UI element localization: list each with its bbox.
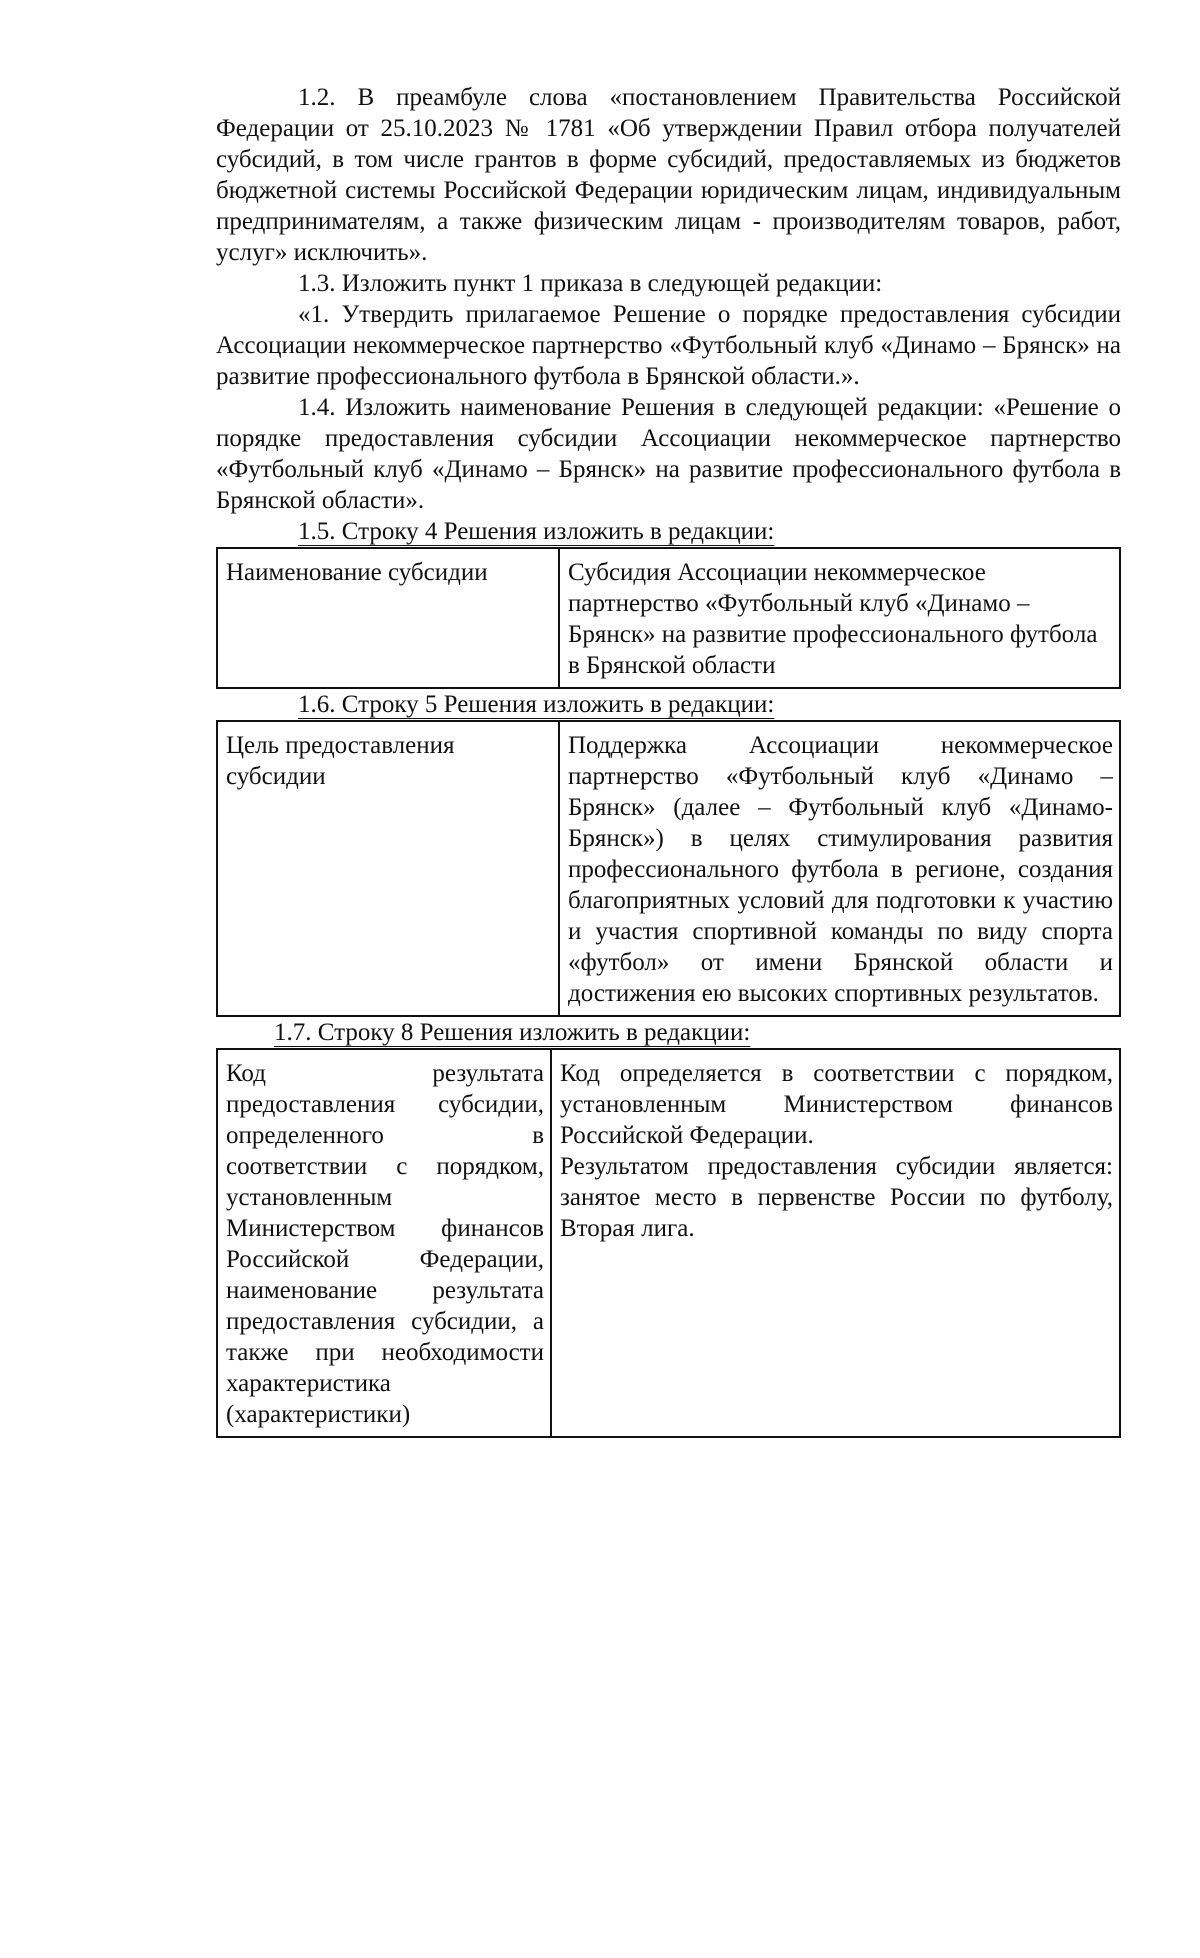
table-row bbox=[217, 1049, 1120, 1437]
paragraph-1-4: 1.4. Изложить наименование Решения в следующей редакции: «Решение о порядке предоставления субсидии Ассоциации некоммерческое партнерство «Футбольный клуб «Динамо – Брянск» на развитие профессионального футбола в Брянской области». bbox=[216, 394, 1121, 514]
paragraph-1-3-quote: «1. Утвердить прилагаемое Решение о порядке предоставления субсидии Ассоциации некоммерческое партнерство «Футбольный клуб «Динамо – Брянск» на развитие профессионального футбола в Брянской области.». bbox=[216, 301, 1121, 390]
table-cell-label: Код результата предоставления субсидии, определенного в соответствии с порядком, установленным Министерством финансов Российской Федерации, наименование результата предоставления субсидии, а также при необходимости характеристика (характеристики) bbox=[217, 1049, 551, 1437]
document-page bbox=[216, 82, 1121, 1438]
table-cell-label: Наименование субсидии bbox=[217, 548, 559, 688]
section-1-5-heading: 1.5. Строку 4 Решения изложить в редакции: bbox=[298, 518, 775, 545]
section-1-6-heading: 1.6. Строку 5 Решения изложить в редакции: bbox=[298, 691, 775, 718]
table-row-4 bbox=[216, 547, 1121, 689]
table-cell-value: Поддержка Ассоциации некоммерческое партнерство «Футбольный клуб «Динамо – Брянск» (далее – Футбольный клуб «Динамо-Брянск») в целях стимулирования развития профессионального футбола в регионе, создания благоприятных условий для подготовки к участию и участия спортивной команды по виду спорта «футбол» от имени Брянской области и достижения ею высоких спортивных результатов. bbox=[559, 721, 1120, 1016]
table-row-8 bbox=[216, 1048, 1121, 1438]
table-cell-value bbox=[551, 1049, 1120, 1437]
table-cell-value: Субсидия Ассоциации некоммерческое партнерство «Футбольный клуб «Динамо – Брянск» на развитие профессионального футбола в Брянской области bbox=[559, 548, 1120, 688]
table-cell-text-code: Код определяется в соответствии с порядком, установленным Министерством финансов Российской Федерации. bbox=[560, 1060, 1113, 1149]
table-row bbox=[217, 721, 1120, 1016]
table-row-5 bbox=[216, 720, 1121, 1017]
table-cell-text-result: Результатом предоставления субсидии является: занятое место в первенстве России по футболу, Вторая лига. bbox=[560, 1153, 1113, 1242]
section-1-7-heading: 1.7. Строку 8 Решения изложить в редакции: bbox=[274, 1019, 751, 1046]
table-row bbox=[217, 548, 1120, 688]
table-cell-label: Цель предоставления субсидии bbox=[217, 721, 559, 1016]
paragraph-1-2: 1.2. В преамбуле слова «постановлением Правительства Российской Федерации от 25.10.2023 № 1781 «Об утверждении Правил отбора получателей субсидий, в том числе грантов в форме субсидий, предоставляемых из бюджетов бюджетной системы Российской Федерации юридическим лицам, индивидуальным предпринимателям, а также физическим лицам - производителям товаров, работ, услуг» исключить». bbox=[216, 84, 1121, 266]
paragraph-1-3: 1.3. Изложить пункт 1 приказа в следующей редакции: bbox=[298, 270, 883, 297]
